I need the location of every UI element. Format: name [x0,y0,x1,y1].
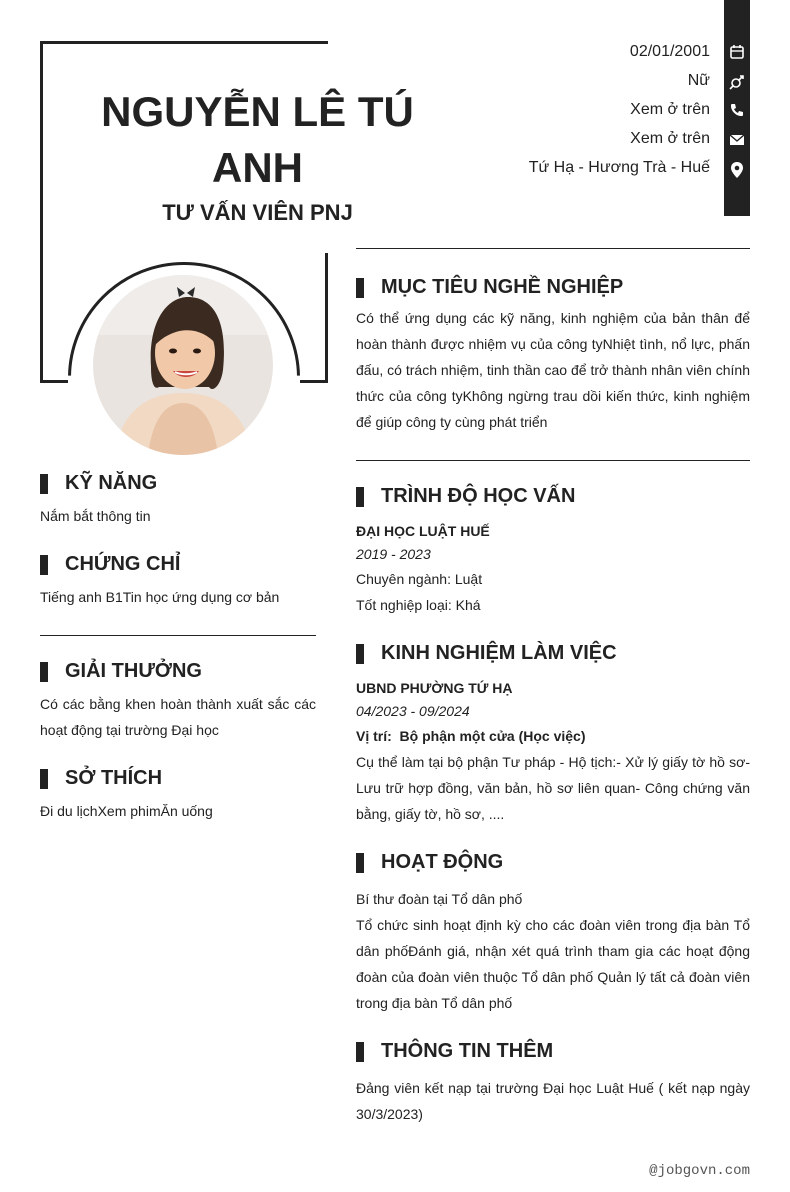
section-certificates-title [40,553,180,576]
section-certificates-label: CHỨNG CHỈ [65,553,181,575]
job-title: TƯ VẤN VIÊN PNJ [162,200,353,225]
contact-email: Xem ở trên [630,130,710,147]
education-grade: Tốt nghiệp loại: Khá [356,597,481,613]
activities-description: Tổ chức sinh hoạt định kỳ cho các đoàn viên trong địa bàn Tổ dân phốĐánh giá, nhận xét quá trình tham gia các hoạt động đoàn của đoàn viên thuộc Tổ dân phố Quản lý tất cả đoàn viên trong địa bàn Tổ dân phố [356,917,750,1011]
section-marker [356,1042,364,1062]
section-marker [356,487,364,507]
phone-icon [728,101,746,119]
education-school: ĐẠI HỌC LUẬT HUẾ [356,523,490,539]
location-icon [728,161,746,179]
section-experience-title [356,642,617,665]
experience-description: Cụ thể làm tại bộ phận Tư pháp - Hộ tịch:- Xử lý giấy tờ hồ sơ- Lưu trữ hợp đồng, văn bản, hồ sơ liên quan- Công chứng văn bằng, giấy tờ, hồ sơ, .... [356,754,750,822]
section-extra-label: THÔNG TIN THÊM [381,1040,554,1062]
right-divider-middle [356,460,750,461]
gender-icon [728,73,746,91]
section-marker [356,278,364,298]
header-frame-right [325,253,328,383]
left-divider [40,635,316,636]
section-hobbies-title [40,767,162,790]
avatar-illustration [93,275,273,455]
education-period: 2019 - 2023 [356,546,431,562]
section-certificates-text: Tiếng anh B1Tin học ứng dụng cơ bản [40,589,280,605]
header-frame-foot-left [40,380,68,383]
education-major: Chuyên ngành: Luật [356,571,483,587]
contact-address: Tứ Hạ - Hương Trà - Huế [528,159,710,176]
section-skills-text: Nắm bắt thông tin [40,508,151,524]
section-activities-title [356,851,503,874]
calendar-icon [728,43,746,61]
section-objective-text: Có thể ứng dụng các kỹ năng, kinh nghiệm của bản thân để hoàn thành được nhiệm vụ của công tyNhiệt tình, nổ lực, phấn đấu, có trách nhiệm, tinh thần cao để trở thành nhân viên chính thức của công tyKhông ngừng trau dồi kiến thức, kinh nghiệm để giúp công ty cùng phát triển [356,310,750,430]
right-divider-top [356,248,750,249]
header-frame-top [40,41,328,44]
section-marker [356,644,364,664]
section-skills-label: KỸ NĂNG [65,472,158,494]
header-frame-foot-right [300,380,328,383]
section-extra-title [356,1040,553,1063]
section-marker [40,662,48,682]
section-activities-label: HOẠT ĐỘNG [381,851,504,873]
avatar [93,275,273,455]
section-hobbies-text: Đi du lịchXem phimĂn uống [40,803,213,819]
contact-dob: 02/01/2001 [629,43,710,60]
experience-period: 04/2023 - 09/2024 [356,703,470,719]
experience-company: UBND PHƯỜNG TỨ HẠ [356,680,513,696]
section-awards-title [40,660,202,683]
section-awards-label: GIẢI THƯỞNG [65,660,202,682]
section-marker [40,769,48,789]
experience-position: Vị trí: Bộ phận một cửa (Học việc) [356,728,586,744]
section-marker [40,474,48,494]
section-objective-label: MỤC TIÊU NGHỀ NGHIỆP [381,276,624,298]
contact-gender: Nữ [687,72,710,89]
header-frame-left [40,41,43,383]
section-objective-title [356,276,623,299]
mail-icon [728,131,746,149]
candidate-name: NGUYỄN LÊ TÚ ANH [101,88,414,191]
extra-text: Đảng viên kết nạp tại trường Đại học Luật Huế ( kết nạp ngày 30/3/2023) [356,1080,750,1122]
section-education-title [356,485,575,508]
section-experience-label: KINH NGHIỆM LÀM VIỆC [381,642,617,664]
section-awards-text: Có các bằng khen hoàn thành xuất sắc các hoạt động tại trường Đại học [40,696,316,738]
section-marker [40,555,48,575]
section-education-label: TRÌNH ĐỘ HỌC VẤN [381,485,576,507]
watermark: @jobgovn.com [649,1163,750,1179]
activities-role: Bí thư đoàn tại Tổ dân phố [356,891,523,907]
section-marker [356,853,364,873]
section-hobbies-label: SỞ THÍCH [65,767,163,789]
contact-phone: Xem ở trên [630,101,710,118]
section-skills-title [40,472,157,495]
